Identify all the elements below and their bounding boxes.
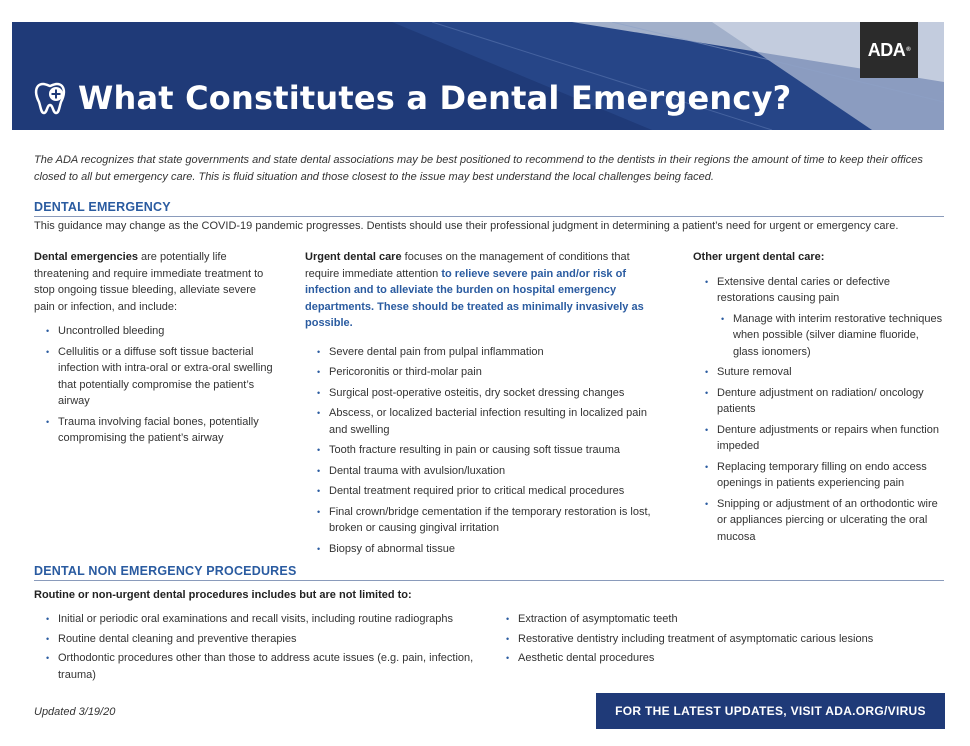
list-item: • Extensive dental caries or defective restorations causing pain (693, 274, 943, 307)
column-other-urgent (693, 249, 943, 549)
list-item: • Tooth fracture resulting in pain or causing soft tissue trauma (305, 442, 665, 459)
list-item: • Denture adjustments or repairs when function impeded (693, 422, 943, 455)
list-item: • Trauma involving facial bones, potentially compromising the patient’s airway (34, 414, 279, 447)
column-dental-emergencies (34, 249, 279, 451)
list-item: • Uncontrolled bleeding (34, 323, 279, 340)
section-divider (34, 580, 944, 581)
column-urgent-care (305, 249, 665, 561)
nonemergency-subheading: Routine or non-urgent dental procedures includes but are not limited to: (34, 589, 412, 601)
list-item: • Biopsy of abnormal tissue (305, 541, 665, 558)
list-item: • Restorative dentistry including treatment of asymptomatic carious lesions (494, 631, 934, 648)
nonemergency-list-right (494, 611, 934, 670)
other-urgent-list (693, 274, 943, 546)
list-item: • Dental treatment required prior to critical medical procedures (305, 483, 665, 500)
list-item: • Severe dental pain from pulpal inflammation (305, 344, 665, 361)
list-item: • Snipping or adjustment of an orthodontic wire or appliances piercing or ulcerating the oral mucosa (693, 496, 943, 546)
section-heading-emergency: DENTAL EMERGENCY (34, 200, 171, 214)
section-heading-nonemergency: DENTAL NON EMERGENCY PROCEDURES (34, 564, 297, 578)
list-item: • Routine dental cleaning and preventive therapies (34, 631, 484, 648)
column-lead: Urgent dental care focuses on the management of conditions that require immediate attention to relieve severe pain and/or risk of infection and to alleviate the burden on hospital emergency departments. These should be treated as minimally invasively as possible. (305, 251, 644, 329)
list-item: • Dental trauma with avulsion/luxation (305, 463, 665, 480)
section-divider (34, 216, 944, 217)
list-item: • Final crown/bridge cementation if the temporary restoration is lost, broken or causing gingival irritation (305, 504, 665, 537)
urgent-list (305, 344, 665, 558)
list-item: • Extraction of asymptomatic teeth (494, 611, 934, 628)
header-banner (12, 22, 944, 130)
list-item: • Orthodontic procedures other than those to address acute issues (e.g. pain, infection, trauma) (34, 650, 484, 683)
updated-date: Updated 3/19/20 (34, 706, 116, 718)
list-item: • Denture adjustment on radiation/ oncology patients (693, 385, 943, 418)
list-item: • Pericoronitis or third-molar pain (305, 364, 665, 381)
column-heading: Other urgent dental care: (693, 251, 825, 263)
nonemergency-list-left (34, 611, 484, 686)
list-item: • Abscess, or localized bacterial infection resulting in localized pain and swelling (305, 405, 665, 438)
list-item: • Suture removal (693, 364, 943, 381)
list-item: • Initial or periodic oral examinations and recall visits, including routine radiographs (34, 611, 484, 628)
guidance-note: This guidance may change as the COVID-19 pandemic progresses. Dentists should use their professional judgment in determining a patient’s need for urgent or emergency care. (34, 220, 899, 232)
emergency-list (34, 323, 279, 447)
intro-text: The ADA recognizes that state governments and state dental associations may be best positioned to recommend to the dentists in their regions the amount of time to keep their offices closed to all but emergency care. This is fluid situation and those closest to the issue may best understand the local challenges being faced. (34, 154, 923, 183)
page-title: What Constitutes a Dental Emergency? (78, 79, 792, 117)
list-item: • Aesthetic dental procedures (494, 650, 934, 667)
list-item: • Cellulitis or a diffuse soft tissue bacterial infection with intra-oral or extra-oral swelling that potentially compromise the patient’s airway (34, 344, 279, 410)
tooth-plus-icon (32, 80, 68, 116)
column-lead: Dental emergencies are potentially life threatening and require immediate treatment to stop ongoing tissue bleeding, alleviate severe pain or infection, and include: (34, 251, 264, 313)
sub-list-item: • Manage with interim restorative techniques when possible (silver diamine fluoride, glass ionomers) (693, 311, 943, 361)
title-group (32, 79, 791, 117)
ada-logo: ADA ® (860, 22, 918, 78)
latest-updates-banner[interactable]: FOR THE LATEST UPDATES, VISIT ADA.ORG/VIRUS (596, 693, 945, 729)
list-item: • Surgical post-operative osteitis, dry socket dressing changes (305, 385, 665, 402)
list-item: • Replacing temporary filling on endo access openings in patients experiencing pain (693, 459, 943, 492)
